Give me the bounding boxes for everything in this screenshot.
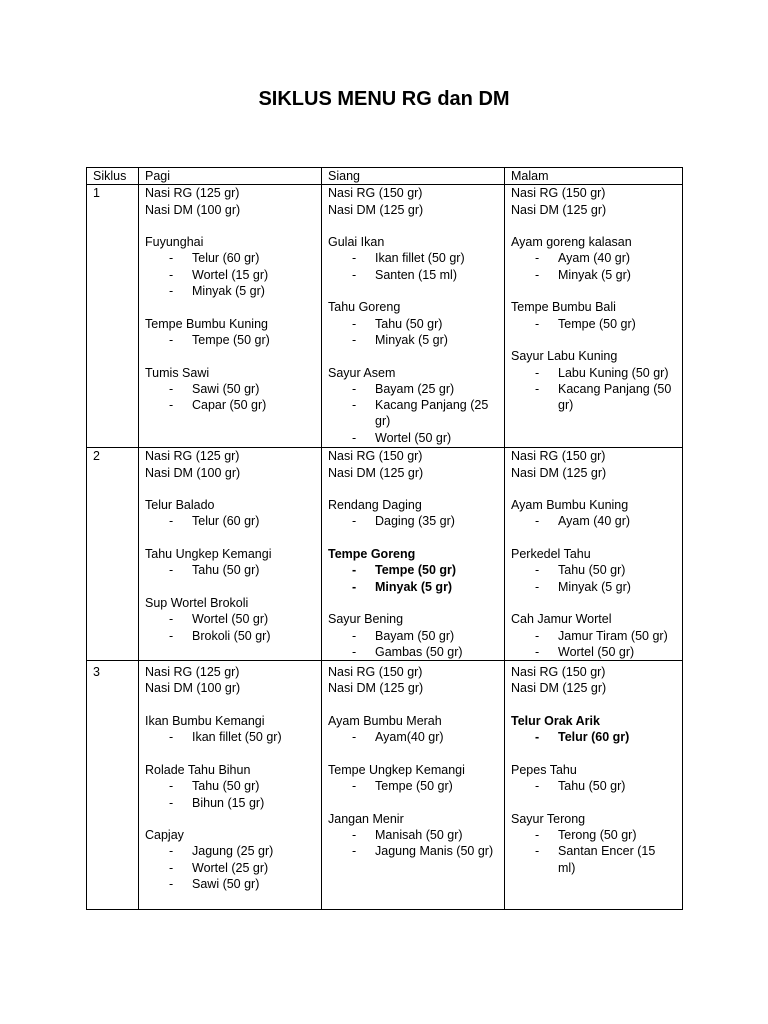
ingredient-item: - Telur (60 gr) [145, 250, 315, 266]
spacer [145, 348, 315, 364]
table-row [87, 185, 683, 448]
base-item: Nasi DM (125 gr) [511, 681, 607, 696]
ingredient-item: - Brokoli (50 gr) [145, 628, 315, 644]
spacer [145, 299, 315, 315]
ingredient-item: - Bayam (25 gr) [328, 381, 498, 397]
dish-name: Fuyunghai [145, 235, 204, 250]
header-siang: Siang [322, 168, 505, 185]
spacer [328, 746, 498, 762]
pagi-cell [139, 661, 322, 910]
base-item: Nasi DM (125 gr) [328, 202, 424, 217]
siklus-cell [87, 661, 139, 910]
spacer [511, 283, 676, 299]
ingredient-item: - Sawi (50 gr) [145, 876, 315, 892]
spacer [145, 530, 315, 546]
ingredient-item: - Jamur Tiram (50 gr) [511, 628, 676, 644]
siklus-number: 3 [93, 665, 100, 680]
ingredient-item: - Tempe (50 gr) [328, 562, 498, 578]
spacer [328, 283, 498, 299]
dish-name: Tumis Sawi [145, 365, 210, 380]
ingredient-item: - Wortel (50 gr) [328, 430, 498, 446]
dish-name: Tempe Bumbu Kuning [145, 316, 268, 331]
dish-name: Sayur Bening [328, 612, 404, 627]
base-item: Nasi RG (125 gr) [145, 449, 240, 464]
spacer [511, 697, 676, 713]
table-row [87, 448, 683, 661]
spacer [328, 595, 498, 611]
malam-cell [505, 185, 683, 448]
base-item: Nasi DM (100 gr) [145, 681, 241, 696]
dish-name: Telur Orak Arik [511, 714, 600, 729]
dish-name: Cah Jamur Wortel [511, 612, 612, 627]
ingredient-item: - Tahu (50 gr) [511, 778, 676, 794]
menu-table [86, 167, 683, 910]
ingredient-item: - Tahu (50 gr) [511, 562, 676, 578]
spacer [328, 218, 498, 234]
base-item: Nasi DM (125 gr) [511, 202, 607, 217]
dish-name: Jangan Menir [328, 811, 404, 826]
ingredient-item: - Wortel (15 gr) [145, 267, 315, 283]
ingredient-item: - Kacang Panjang (25 gr) [328, 397, 498, 430]
dish-name: Tahu Ungkep Kemangi [145, 547, 272, 562]
header-row [87, 168, 683, 185]
siklus-number: 1 [93, 186, 100, 201]
ingredient-item: - Bihun (15 gr) [145, 795, 315, 811]
malam-cell [505, 661, 683, 910]
base-item: Nasi RG (150 gr) [511, 665, 606, 680]
dish-name: Sayur Asem [328, 365, 396, 380]
spacer [328, 481, 498, 497]
ingredient-item: - Telur (60 gr) [145, 513, 315, 529]
ingredient-item: - Ikan fillet (50 gr) [328, 250, 498, 266]
ingredient-item: - Ikan fillet (50 gr) [145, 729, 315, 745]
ingredient-item: - Ayam (40 gr) [511, 250, 676, 266]
ingredient-item: - Ayam(40 gr) [328, 729, 498, 745]
base-item: Nasi RG (150 gr) [511, 186, 606, 201]
ingredient-item: - Wortel (25 gr) [145, 860, 315, 876]
spacer [145, 746, 315, 762]
ingredient-item: - Wortel (50 gr) [145, 611, 315, 627]
spacer [511, 481, 676, 497]
spacer [511, 595, 676, 611]
dish-name: Tempe Goreng [328, 547, 416, 562]
ingredient-item: - Daging (35 gr) [328, 513, 498, 529]
dish-name: Capjay [145, 828, 184, 843]
malam-cell [505, 448, 683, 661]
ingredient-item: - Sawi (50 gr) [145, 381, 315, 397]
ingredient-item: - Tempe (50 gr) [511, 316, 676, 332]
ingredient-item: - Minyak (5 gr) [328, 332, 498, 348]
ingredient-item: - Minyak (5 gr) [511, 579, 676, 595]
pagi-cell [139, 448, 322, 661]
spacer [328, 795, 498, 811]
ingredient-item: - Capar (50 gr) [145, 397, 315, 413]
dish-name: Sayur Terong [511, 811, 586, 826]
dish-name: Rolade Tahu Bihun [145, 762, 251, 777]
ingredient-item: - Minyak (5 gr) [145, 283, 315, 299]
dish-name: Sayur Labu Kuning [511, 349, 618, 364]
spacer [145, 697, 315, 713]
ingredient-item: - Manisah (50 gr) [328, 827, 498, 843]
base-item: Nasi DM (125 gr) [511, 465, 607, 480]
dish-name: Perkedel Tahu [511, 547, 591, 562]
dish-name: Telur Balado [145, 498, 215, 513]
base-item: Nasi DM (100 gr) [145, 465, 241, 480]
dish-name: Pepes Tahu [511, 762, 577, 777]
spacer [328, 697, 498, 713]
ingredient-item: - Wortel (50 gr) [511, 644, 676, 660]
base-item: Nasi RG (150 gr) [328, 449, 423, 464]
spacer [145, 218, 315, 234]
ingredient-item: - Minyak (5 gr) [511, 267, 676, 283]
base-item: Nasi RG (150 gr) [328, 665, 423, 680]
ingredient-item: - Labu Kuning (50 gr) [511, 365, 676, 381]
ingredient-item: - Telur (60 gr) [511, 729, 676, 745]
dish-name: Ikan Bumbu Kemangi [145, 714, 265, 729]
ingredient-item: - Tahu (50 gr) [328, 316, 498, 332]
spacer [511, 218, 676, 234]
spacer [328, 530, 498, 546]
base-item: Nasi RG (125 gr) [145, 186, 240, 201]
siang-cell [322, 661, 505, 910]
ingredient-item: - Tahu (50 gr) [145, 778, 315, 794]
dish-name: Sup Wortel Brokoli [145, 595, 249, 610]
ingredient-item: - Tempe (50 gr) [328, 778, 498, 794]
document-title: SIKLUS MENU RG dan DM [258, 88, 510, 110]
siang-cell [322, 185, 505, 448]
ingredient-item: - Ayam (40 gr) [511, 513, 676, 529]
header-pagi: Pagi [139, 168, 322, 185]
spacer [145, 811, 315, 827]
dish-name: Tempe Bumbu Bali [511, 300, 616, 315]
header-siklus: Siklus [87, 168, 139, 185]
siang-cell [322, 448, 505, 661]
ingredient-item: - Kacang Panjang (50 gr) [511, 381, 676, 414]
ingredient-item: - Jagung Manis (50 gr) [328, 843, 498, 859]
spacer [511, 332, 676, 348]
spacer [511, 795, 676, 811]
spacer [511, 746, 676, 762]
base-item: Nasi RG (150 gr) [328, 186, 423, 201]
siklus-cell [87, 448, 139, 661]
ingredient-item: - Tahu (50 gr) [145, 562, 315, 578]
base-item: Nasi RG (150 gr) [511, 449, 606, 464]
base-item: Nasi RG (125 gr) [145, 665, 240, 680]
ingredient-item: - Bayam (50 gr) [328, 628, 498, 644]
dish-name: Tempe Ungkep Kemangi [328, 762, 465, 777]
table-row [87, 661, 683, 910]
spacer [511, 530, 676, 546]
base-item: Nasi DM (100 gr) [145, 202, 241, 217]
ingredient-item: - Tempe (50 gr) [145, 332, 315, 348]
ingredient-item: - Jagung (25 gr) [145, 843, 315, 859]
pagi-cell [139, 185, 322, 448]
dish-name: Ayam Bumbu Kuning [511, 498, 629, 513]
dish-name: Gulai Ikan [328, 235, 385, 250]
ingredient-item: - Terong (50 gr) [511, 827, 676, 843]
siklus-number: 2 [93, 449, 100, 464]
base-item: Nasi DM (125 gr) [328, 681, 424, 696]
dish-name: Rendang Daging [328, 498, 422, 513]
spacer [328, 348, 498, 364]
dish-name: Tahu Goreng [328, 300, 401, 315]
dish-name: Ayam goreng kalasan [511, 235, 632, 250]
siklus-cell [87, 185, 139, 448]
ingredient-item: - Minyak (5 gr) [328, 579, 498, 595]
ingredient-item: - Santan Encer (15 ml) [511, 843, 676, 876]
ingredient-item: - Gambas (50 gr) [328, 644, 498, 660]
dish-name: Ayam Bumbu Merah [328, 714, 442, 729]
spacer [145, 481, 315, 497]
base-item: Nasi DM (125 gr) [328, 465, 424, 480]
ingredient-item: - Santen (15 ml) [328, 267, 498, 283]
header-malam: Malam [505, 168, 683, 185]
spacer [145, 579, 315, 595]
